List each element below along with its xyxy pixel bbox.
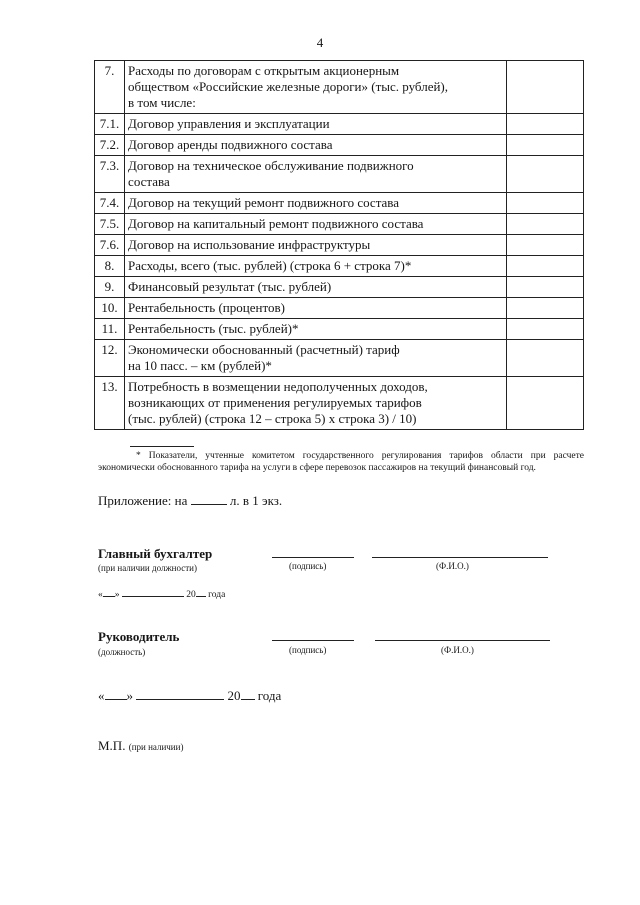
row-value-cell [506, 277, 583, 298]
director-date [98, 688, 281, 704]
table-row [95, 340, 584, 377]
row-value-cell [506, 114, 583, 135]
director-name-caption: (Ф.И.О.) [441, 645, 474, 655]
row-description-line: Расходы, всего (тыс. рублей) (строка 6 + строка 7)* [128, 258, 412, 273]
footnote: * Показатели, учтенные комитетом государственного регулирования тарифов области при расчете экономически обоснованного тарифа на услуги в сфере перевозок пассажиров на текущий финансовый год. [98, 451, 584, 473]
indicators-table [94, 60, 584, 430]
row-description [125, 61, 507, 114]
table-row [95, 214, 584, 235]
director-signature-line [272, 640, 354, 641]
table-row [95, 156, 584, 193]
row-description-line: состава [128, 174, 170, 189]
row-description-line: Договор на капитальный ремонт подвижного состава [128, 216, 424, 231]
row-description-line: Договор управления и эксплуатации [128, 116, 330, 131]
row-value-cell [506, 340, 583, 377]
row-value-cell [506, 256, 583, 277]
row-description [125, 135, 507, 156]
table-row [95, 256, 584, 277]
row-value-cell [506, 298, 583, 319]
table-row [95, 61, 584, 114]
director-name-line [375, 640, 550, 641]
row-value-cell [506, 156, 583, 193]
date-day-blank [105, 688, 127, 700]
row-description [125, 114, 507, 135]
row-description-line: Договор аренды подвижного состава [128, 137, 333, 152]
row-number: 13. [95, 377, 125, 430]
row-value-cell [506, 377, 583, 430]
row-number: 7.2. [95, 135, 125, 156]
table-row [95, 298, 584, 319]
row-description-line: Финансовый результат (тыс. рублей) [128, 279, 332, 294]
row-value-cell [506, 193, 583, 214]
chief-accountant-note: (при наличии должности) [98, 563, 197, 573]
chief-accountant-name-caption: (Ф.И.О.) [436, 561, 469, 571]
appendix-prefix: Приложение: на [98, 493, 188, 508]
row-description [125, 277, 507, 298]
row-description-line: Рентабельность (тыс. рублей)* [128, 321, 299, 336]
date-close-quote: » [126, 688, 133, 703]
row-description [125, 340, 507, 377]
table-row [95, 319, 584, 340]
row-description-line: Рентабельность (процентов) [128, 300, 285, 315]
row-description [125, 193, 507, 214]
appendix-suffix: л. в 1 экз. [229, 493, 283, 508]
chief-accountant-date [98, 587, 225, 600]
row-value-cell [506, 135, 583, 156]
director-title: Руководитель [98, 629, 180, 644]
table-row [95, 377, 584, 430]
row-description-line: Договор на техническое обслуживание подвижного [128, 158, 414, 173]
page-number: 4 [316, 35, 324, 50]
date-suffix: года [208, 590, 226, 600]
date-year-prefix: 20 [186, 590, 196, 600]
date-day-blank [103, 587, 115, 597]
row-description-line: на 10 пасс. – км (рублей)* [128, 358, 272, 373]
stamp-note: (при наличии) [128, 742, 184, 752]
row-number: 7.5. [95, 214, 125, 235]
row-description [125, 156, 507, 193]
row-description-line: обществом «Российские железные дороги» (тыс. рублей), [128, 79, 448, 94]
date-month-blank [136, 688, 224, 700]
row-description [125, 235, 507, 256]
chief-accountant-name-line [372, 557, 548, 558]
appendix-sheets-blank [191, 493, 227, 505]
table-row [95, 135, 584, 156]
date-month-blank [122, 587, 184, 597]
row-value-cell [506, 319, 583, 340]
row-description [125, 298, 507, 319]
row-number: 11. [95, 319, 125, 340]
row-description [125, 256, 507, 277]
row-description [125, 319, 507, 340]
row-number: 12. [95, 340, 125, 377]
row-description-line: Договор на использование инфраструктуры [128, 237, 371, 252]
table-row [95, 277, 584, 298]
table-row [95, 193, 584, 214]
row-number: 7.4. [95, 193, 125, 214]
row-description-line: возникающих от применения регулируемых тарифов [128, 395, 422, 410]
row-number: 7.1. [95, 114, 125, 135]
row-number: 10. [95, 298, 125, 319]
indicators-table-body [95, 61, 584, 430]
chief-accountant-signature-caption: (подпись) [289, 561, 327, 571]
row-number: 8. [95, 256, 125, 277]
row-value-cell [506, 235, 583, 256]
date-suffix: года [257, 688, 282, 703]
date-open-quote: « [98, 688, 105, 703]
stamp-label: М.П. [98, 738, 126, 753]
row-value-cell [506, 61, 583, 114]
row-description [125, 214, 507, 235]
row-description-line: (тыс. рублей) (строка 12 – строка 5) х строка 3) / 10) [128, 411, 417, 426]
row-number: 9. [95, 277, 125, 298]
director-note: (должность) [98, 647, 146, 657]
row-description-line: Расходы по договорам с открытым акционерным [128, 63, 400, 78]
row-value-cell [506, 214, 583, 235]
row-number: 7.3. [95, 156, 125, 193]
row-number: 7. [95, 61, 125, 114]
date-open-quote: « [98, 590, 103, 600]
director-signature-caption: (подпись) [289, 645, 327, 655]
appendix-line [98, 493, 282, 509]
date-year-prefix: 20 [227, 688, 241, 703]
date-year-blank [196, 587, 206, 597]
table-row [95, 114, 584, 135]
table-row [95, 235, 584, 256]
row-description-line: Потребность в возмещении недополученных доходов, [128, 379, 428, 394]
row-description-line: Экономически обоснованный (расчетный) тариф [128, 342, 400, 357]
date-close-quote: » [114, 590, 120, 600]
chief-accountant-title: Главный бухгалтер [98, 546, 213, 561]
row-number: 7.6. [95, 235, 125, 256]
date-year-blank [241, 688, 255, 700]
stamp-place [98, 738, 183, 754]
footnote-divider [130, 446, 194, 447]
row-description-line: в том числе: [128, 95, 196, 110]
row-description-line: Договор на текущий ремонт подвижного состава [128, 195, 400, 210]
row-description [125, 377, 507, 430]
chief-accountant-signature-line [272, 557, 354, 558]
